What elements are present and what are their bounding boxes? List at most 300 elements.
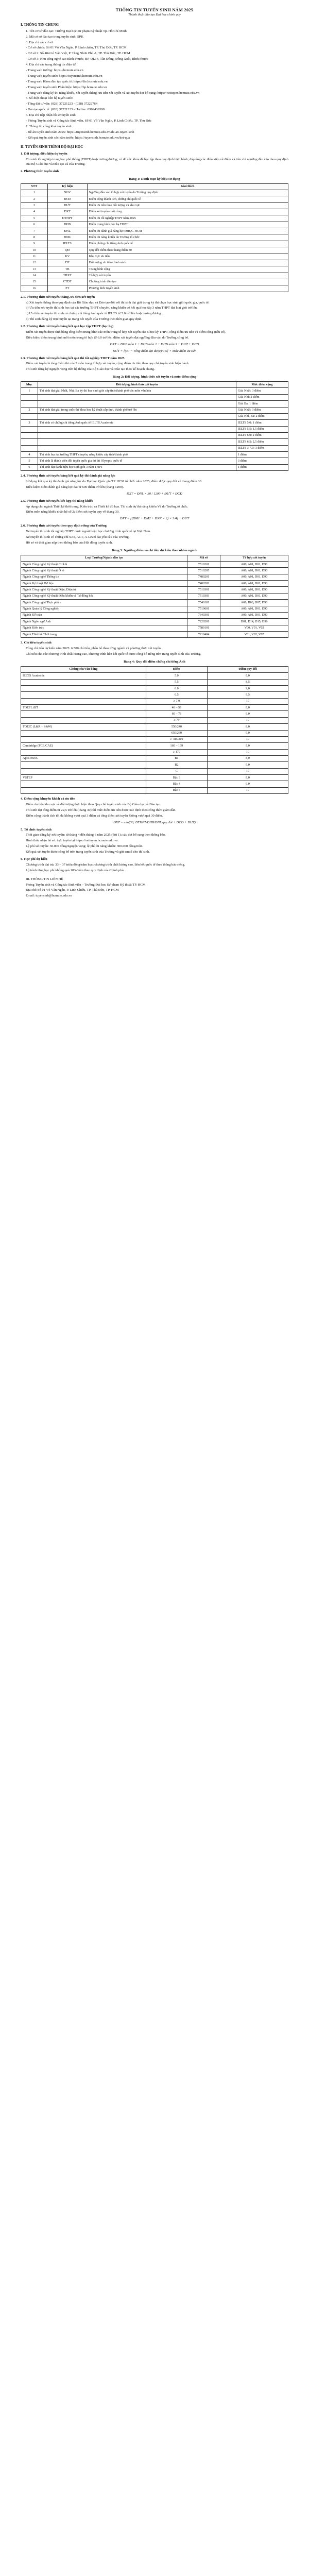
table-cell: Ngành Công nghệ Thông tin (21, 574, 187, 580)
table-cell: IELTS ≥ 7.0: 3 điểm (236, 445, 288, 451)
table-cell: Thí sinh học tại trường THPT chuyên, năng khiếu cấp tỉnh/thành phố (38, 452, 236, 458)
table-row (21, 260, 288, 266)
table-row (21, 717, 288, 723)
table-cell: Ngành Quản lý Công nghiệp (21, 606, 187, 612)
table-cell: ĐT (47, 260, 87, 266)
table-cell: Cambridge (FCE/CAE) (21, 743, 146, 749)
paragraph: Điểm môn năng khiếu nhân hệ số 2; điểm xét tuyển quy về thang 30. (26, 510, 119, 514)
info-line[interactable]: - Trang web tuyển sinh: https://tuyensinh.hcmute.edu.vn (26, 74, 102, 78)
table-cell: 8,5 (208, 679, 288, 685)
table-cell (21, 762, 146, 768)
bonus-title: 4. Điểm cộng khuyến khích và ưu tiên (21, 797, 76, 801)
table-cell: Bậc 3 (146, 775, 207, 781)
formula-final: ĐXT = min(30; ĐTHPT/ĐHB/ĐNL quy đổi + ĐCĐ + ĐƯT) (113, 820, 196, 824)
table-cell: 8 (21, 234, 48, 241)
table-cell: Trung bình cộng (87, 266, 288, 273)
paragraph[interactable]: Hình thức nhận hồ sơ: trực tuyến tại https://xettuyen.hcmute.edu.vn. (26, 839, 119, 843)
table-row (21, 420, 288, 426)
table-row (21, 711, 288, 717)
table-cell: TOEFL iBT (21, 705, 146, 711)
english-table-body (21, 673, 288, 794)
table-row (21, 755, 288, 761)
table-cell: 10 (208, 768, 288, 774)
paragraph: Điểm xét tuyển được tính bằng tổng điểm trung bình các môn trong tổ hợp xét tuyển của 6 học kỳ THPT, cộng điểm ưu tiên và điểm cộng (nếu có). (26, 330, 226, 334)
table-cell: 12 (21, 260, 48, 266)
table-row (21, 749, 288, 755)
majors-table-header (21, 555, 288, 561)
paragraph: Lệ phí xét tuyển: 30.000 đồng/nguyện vọng; lệ phí thi năng khiếu: 300.000 đồng/môn. (26, 844, 144, 849)
info-line: 7. Thông tin công khai tuyển sinh: (26, 124, 73, 128)
table-cell (21, 426, 38, 432)
tuition-paragraphs (21, 863, 288, 873)
table-cell: 3 (21, 202, 48, 209)
table-header-cell: Chứng chỉ/Văn bằng (21, 666, 146, 672)
paragraph: Tổng chỉ tiêu dự kiến năm 2025: 6.500 chỉ tiêu, phân bổ theo từng ngành và phương thức xét tuyển. (26, 647, 162, 651)
table-cell: ĐNK (47, 234, 87, 241)
method-special-paragraphs (21, 530, 288, 546)
table-cell: 8,0 (208, 705, 288, 711)
info-line: 5. Số điện thoại liên hệ tuyển sinh: (26, 96, 73, 100)
footer-line: Địa chỉ: Số 01 Võ Văn Ngân, P. Linh Chiểu, TP. Thủ Đức, TP. HCM (26, 888, 119, 892)
table-cell: 160 – 169 (146, 743, 207, 749)
table-cell: 8,0 (208, 755, 288, 761)
table-cell (21, 401, 38, 407)
table-cell: 5 (21, 458, 38, 464)
table-row (21, 426, 288, 432)
table-cell: Đối tượng ưu tiên chính sách (87, 260, 288, 266)
table-cell: Quy đổi điểm theo thang điểm 30 (87, 247, 288, 253)
table-cell: Điểm cộng thành tích, chứng chỉ quốc tế (87, 196, 288, 202)
eligibility-paragraph: Thí sinh tốt nghiệp trung học phổ thông (THPT) hoặc tương đương; có đủ sức khỏe để học tập theo quy định hiện hành; đáp ứng các điều kiện về điểm và tiêu chí ngưỡng đầu vào theo quy định của Bộ Giáo dục và Đào tạo và của Trường. (26, 157, 288, 166)
table-cell: 4 (21, 209, 48, 215)
document-page (21, 0, 288, 899)
table1-caption: Bảng 1: Danh mục ký hiệu sử dụng (129, 177, 180, 181)
table-cell: Điểm thi tốt nghiệp THPT năm 2025 (87, 215, 288, 222)
table-row (21, 273, 288, 279)
table-cell: CTĐT (47, 279, 87, 285)
table-cell: Ngành Công nghệ Kỹ thuật Ô tô (21, 568, 187, 574)
table-row (21, 228, 288, 234)
table-cell: Ngành Công nghệ Kỹ thuật Điều khiển và Tự động hóa (21, 593, 187, 599)
paragraph: d) Thí sinh đăng ký trực tuyến tại trang xét tuyển của Trường theo thời gian quy định. (26, 317, 143, 321)
majors-table (21, 555, 288, 638)
table-row (21, 568, 288, 574)
table-cell: 7510601 (187, 606, 220, 612)
table-cell: 3 điểm (236, 458, 288, 464)
table-cell: ĐCĐ (47, 196, 87, 202)
table-cell: Ngưỡng đầu vào tổ hợp xét tuyển do Trường quy định (87, 190, 288, 196)
table-cell: Thí sinh là thành viên đội tuyển quốc gia dự thi Olympic quốc tế (38, 458, 236, 464)
table-row (21, 439, 288, 445)
table-cell: IELTS Academic (21, 673, 146, 679)
table-cell: Thí sinh đạt giải trong cuộc thi khoa học kỹ thuật cấp tỉnh, thành phố trở lên (38, 407, 236, 413)
table-cell: A00, A01, D01, D90 (220, 587, 288, 593)
table-cell: 8,0 (208, 724, 288, 730)
table-cell: 10 (208, 787, 288, 793)
table-cell: Ngành Ngôn ngữ Anh (21, 619, 187, 625)
footer-line: III. THÔNG TIN LIÊN HỆ (26, 877, 63, 881)
table-cell: 6.0 (146, 686, 207, 692)
document-subtitle: Thành thực đào tạo Đại học chính quy (128, 13, 181, 17)
paragraph: Chương trình đại trà: 33 – 37 triệu đồng/năm học; chương trình chất lượng cao, liên kết quốc tế theo thông báo riêng. (26, 862, 185, 867)
table-cell: Điểm trung bình học bạ THPT (87, 222, 288, 228)
table-cell: A00, B00, D07, D90 (220, 600, 288, 606)
info-line: 6. Địa chỉ tiếp nhận hồ sơ tuyển sinh: (26, 113, 77, 117)
info-line: 2. Mã cơ sở đào tạo trong tuyển sinh: SPK (26, 35, 84, 39)
table-cell: 5.5 (146, 679, 207, 685)
table-cell: ĐHB (47, 222, 87, 228)
paragraph: Điều kiện: điểm đánh giá năng lực đạt từ 600 điểm trở lên (thang 1200). (26, 485, 124, 489)
table-cell: 9,0 (208, 743, 288, 749)
table-cell: ≥ 785/310 (146, 736, 207, 742)
table-cell: 1 (21, 388, 38, 394)
symbols-table-header (21, 183, 288, 190)
table-cell: TB (47, 266, 87, 273)
table-cell: Thí sinh có chứng chỉ tiếng Anh quốc tế IELTS Academic (38, 420, 236, 426)
table-cell: 13 (21, 266, 48, 273)
section-admission-title: II. TUYỂN SINH TRÌNH ĐỘ ĐẠI HỌC (21, 144, 83, 149)
table-cell: 7220201 (187, 619, 220, 625)
table-cell: A00, A01, D01, D90 (220, 593, 288, 599)
table-row (21, 686, 288, 692)
table-header-cell: Điểm quy đổi (208, 666, 288, 672)
paragraph: Thí sinh đạt tổng điểm từ 22,5 trở lên (thang 30) thì mức điểm ưu tiên được xác định theo công thức giảm dần. (26, 808, 177, 812)
info-line[interactable]: - Trang web Khoa đào tạo quốc tế: https://fie.hcmute.edu.vn (26, 79, 108, 83)
paragraph: Thời gian đăng ký xét tuyển: từ tháng 4 đến tháng 6 năm 2025 (đợt 1); các đợt bổ sung theo thông báo. (26, 833, 166, 837)
paragraph: Áp dụng cho ngành Thiết kế thời trang, Kiến trúc và Thiết kế đồ họa. Thí sinh dự thi năng khiếu Vẽ do Trường tổ chức. (26, 504, 188, 509)
table-row (21, 775, 288, 781)
table-cell: 10 (21, 247, 48, 253)
table-cell: 9,0 (208, 686, 288, 692)
table-cell (21, 730, 146, 736)
table-cell: 14 (21, 273, 48, 279)
table-cell (21, 711, 146, 717)
table-row (21, 679, 288, 685)
table-cell: 11 (21, 253, 48, 260)
info-line[interactable]: - Kết quả tuyển sinh các năm trước: https://tuyensinh.hcmute.edu.vn/ket-qua (26, 135, 130, 140)
table-cell: A00, A01, D01, D90 (220, 574, 288, 580)
section-general-info-title: I. THÔNG TIN CHUNG (21, 23, 59, 27)
info-line: - Đào tạo quốc tế: (028) 37221223 - Hotline: 0902439398 (26, 108, 105, 112)
table-cell: 9,0 (208, 730, 288, 736)
table-row (21, 606, 288, 612)
table-row (21, 632, 288, 638)
table-cell: Ngành Công nghệ Thực phẩm (21, 600, 187, 606)
table-cell: Phương thức tuyển sinh (87, 285, 288, 292)
info-line: - Cơ sở 3: Khu công nghệ cao Bình Phước, BP-QL14, Tân Đồng, Đồng Xoài, Bình Phước (26, 57, 148, 61)
table-row (21, 730, 288, 736)
tuition-title: 6. Học phí dự kiến (21, 857, 47, 861)
table-cell: Ngành Kiến trúc (21, 625, 187, 631)
table-cell: Thí sinh đạt danh hiệu học sinh giỏi 3 năm THPT (38, 464, 236, 470)
table-cell: IELTS (47, 241, 87, 247)
table-cell: 60 – 78 (146, 711, 207, 717)
table-row (21, 209, 288, 215)
table-cell: 1 (21, 190, 48, 196)
table-cell: 6 (21, 464, 38, 470)
table-cell: QĐ (47, 247, 87, 253)
table-cell: VSTEP (21, 775, 146, 781)
table-cell (21, 717, 146, 723)
organization-title: 5. Tổ chức tuyển sinh (21, 827, 52, 832)
table-cell: 1 điểm (236, 464, 288, 470)
table-cell (21, 445, 38, 451)
table-cell: 7580101 (187, 625, 220, 631)
table-cell: ĐƯT (47, 202, 87, 209)
table-cell: 7340301 (187, 612, 220, 618)
table-cell: 10 (208, 717, 288, 723)
document-title: THÔNG TIN TUYỂN SINH NĂM 2025 (115, 7, 194, 12)
table-header-cell: Điểm (146, 666, 207, 672)
table-cell: 6 (21, 222, 48, 228)
table-row (21, 581, 288, 587)
table-cell: 7480203 (187, 581, 220, 587)
table-header-cell: Mức điểm cộng (236, 382, 288, 388)
table-row (21, 215, 288, 222)
table-cell: IELTS 6.5: 2,5 điểm (236, 439, 288, 445)
table-cell: IELTS 6.0: 2 điểm (236, 432, 288, 438)
method-aptitude-paragraphs (21, 480, 288, 490)
table-cell: 7510301 (187, 587, 220, 593)
table-cell (21, 698, 146, 704)
table-cell: IELTS 5.5: 1,5 điểm (236, 426, 288, 432)
table-row (21, 593, 288, 599)
table-cell: 1 điểm (236, 452, 288, 458)
table-cell: A00, A01, D01, D90 (220, 568, 288, 574)
table-cell: 9,0 (208, 762, 288, 768)
table-cell: Ngành Kế toán (21, 612, 187, 618)
table-row (21, 787, 288, 793)
table-cell: 7480201 (187, 574, 220, 580)
table-row (21, 692, 288, 698)
table-cell: 9,5 (208, 692, 288, 698)
table-cell: 4 (21, 452, 38, 458)
table-cell: Giải Nhất: 3 điểm (236, 388, 288, 394)
table-row (21, 266, 288, 273)
paragraph: Điểm ưu tiên khu vực và đối tượng thực hiện theo Quy chế tuyển sinh của Bộ Giáo dục và Đào tạo. (26, 803, 161, 806)
table-cell: 7510303 (187, 593, 220, 599)
table-row (21, 736, 288, 742)
table-row (21, 388, 288, 394)
table-row (21, 253, 288, 260)
table-cell: 7210404 (187, 632, 220, 638)
table-row (21, 768, 288, 774)
table-row (21, 612, 288, 618)
table-cell: 10 (208, 736, 288, 742)
paragraph: Xét tuyển thí sinh có chứng chỉ SAT, ACT, A-Level đạt yêu cầu của Trường. (26, 535, 130, 539)
symbols-table-body (21, 190, 288, 292)
table-row (21, 724, 288, 730)
english-table-header (21, 666, 288, 672)
paragraph: Điểm cộng thành tích tối đa không vượt quá 3 điểm và tổng điểm xét tuyển không vượt quá 30 điểm. (26, 814, 163, 818)
info-line[interactable]: - Đề án tuyển sinh năm 2025: https://tuyensinh.hcmute.edu.vn/de-an-tuyen-sinh (26, 130, 134, 134)
table-cell: Thí sinh đạt giải Nhất, Nhì, Ba kỳ thi học sinh giỏi cấp tỉnh/thành phố các môn văn hóa (38, 388, 236, 394)
paragraph: Kết quả xét tuyển được công bố trên trang tuyển sinh của Trường và gửi email cho thí sinh. (26, 850, 150, 854)
table-row (21, 241, 288, 247)
table-cell (21, 679, 146, 685)
symbols-table (21, 183, 288, 292)
paragraph: Hồ sơ và thời gian nộp theo thông báo của Hội đồng tuyển sinh. (26, 540, 113, 545)
table-cell: ≥ 7.0 (146, 698, 207, 704)
table-row (21, 619, 288, 625)
table-cell: PT (47, 285, 87, 292)
table-cell: V01, V02, V07 (220, 632, 288, 638)
table-row (21, 458, 288, 464)
paragraph: Xét tuyển thí sinh tốt nghiệp THPT nước ngoài hoặc học chương trình quốc tế tại Việt Nam. (26, 530, 151, 534)
table-cell: 7540101 (187, 600, 220, 606)
table-row (21, 285, 288, 292)
table-cell: V00, V01, V02 (220, 625, 288, 631)
table-row (21, 600, 288, 606)
info-line: 3. Địa chỉ các cơ sở: (26, 40, 54, 44)
method-direct-paragraphs (21, 301, 288, 323)
table-cell: 46 – 59 (146, 705, 207, 711)
table-cell (21, 749, 146, 755)
table-cell: Giải Ba: 1 điểm (236, 401, 288, 407)
method-aptitude-title: 2.4. Phương thức xét tuyển bằng kết quả kỳ thi đánh giá năng lực (21, 474, 115, 478)
paragraph: Điều kiện: điểm trung bình mỗi môn trong tổ hợp từ 6.0 trở lên; điểm xét tuyển đạt ngưỡng đầu vào do Trường công bố. (26, 335, 189, 340)
table-row (21, 781, 288, 787)
table-cell (21, 781, 146, 787)
table-cell: Điểm xét tuyển cuối cùng (87, 209, 288, 215)
table-cell: ĐTHPT (47, 215, 87, 222)
table-cell: 5.0 (146, 673, 207, 679)
method-talent-paragraphs (21, 505, 288, 515)
table-row (21, 625, 288, 631)
bonus-points-table (21, 381, 288, 471)
formula-talent: ĐXT = [(ĐM1 + ĐM2 + ĐNK × 2) × 3/4] + ĐƯT (119, 517, 190, 521)
table-cell: A00, A01, D01, D90 (220, 581, 288, 587)
table-cell (21, 432, 38, 438)
table-row (21, 432, 288, 438)
quota-paragraphs (21, 647, 288, 657)
table-cell: ≥ 170 (146, 749, 207, 755)
info-line: - Cơ sở chính: Số 01 Võ Văn Ngân, P. Linh chiểu, TP. Thủ Đức, TP. HCM (26, 46, 127, 50)
table-cell: 550/240 (146, 724, 207, 730)
table-row (21, 762, 288, 768)
quota-title: 3. Chỉ tiêu tuyển sinh (21, 641, 52, 645)
table-cell (21, 394, 38, 400)
table-row (21, 202, 288, 209)
info-line: 4. Địa chỉ các trang thông tin điện tử: (26, 63, 77, 67)
table-row (21, 222, 288, 228)
table-cell: Giải Nhất: 3 điểm (236, 407, 288, 413)
table-cell: Ngành Công nghệ Kỹ thuật Điện, Điện tử (21, 587, 187, 593)
table-cell (38, 432, 236, 438)
table-cell: Khu vực ưu tiên (87, 253, 288, 260)
table-row (21, 705, 288, 711)
table-cell: 10 (208, 749, 288, 755)
table-cell: B2 (146, 762, 207, 768)
paragraph: b) Ưu tiên xét tuyển thí sinh học tại các trường THPT chuyên, năng khiếu có kết quả học tập 3 năm THPT đạt loại giỏi trở lên. (26, 306, 198, 310)
contact-footer (21, 877, 288, 899)
paragraph: Lộ trình tăng học phí không quá 10%/năm theo quy định của Chính phủ. (26, 868, 125, 872)
footer-line: Phòng Tuyển sinh và Công tác Sinh viên – Trường Đại học Sư phạm Kỹ thuật TP. HCM (26, 883, 146, 887)
table-cell (21, 736, 146, 742)
table-cell: A00, A01, D01, D90 (220, 612, 288, 618)
table-cell: 5 (21, 215, 48, 222)
table-cell: Ngành Công nghệ Kỹ thuật Cơ khí (21, 562, 187, 568)
footer-line: Email: tuyensinh@hcmute.edu.vn (26, 894, 72, 898)
table-cell: Điểm ưu tiên theo đối tượng và khu vực (87, 202, 288, 209)
table-cell: 7510201 (187, 562, 220, 568)
english-conversion-table (21, 666, 288, 794)
table-row (21, 445, 288, 451)
table-header-cell: Ký hiệu (47, 183, 87, 190)
table-row (21, 673, 288, 679)
table-cell (21, 686, 146, 692)
formula-transcript: ĐXT = ĐHB môn 1 + ĐHB môn 2 + ĐHB môn 3 + ĐƯT + ĐCĐ (110, 342, 199, 346)
table-header-cell: Mục (21, 382, 38, 388)
table-cell: Điểm thi năng khiếu do Trường tổ chức (87, 234, 288, 241)
table-cell (21, 692, 146, 698)
info-line[interactable]: - Trang web trường: https://hcmute.edu.vn (26, 69, 83, 73)
bonus-table-body (21, 388, 288, 471)
table-row (21, 464, 288, 470)
table-cell: 7 (21, 228, 48, 234)
table-cell (38, 401, 236, 407)
info-line[interactable]: - Trang web đăng ký thi năng khiếu, xét tuyển thẳng, ưu tiên xét tuyển và xét tuyển đợt bổ sung: https://xettuyen.hcmute.edu.vn (26, 91, 200, 95)
table-cell: 10 (208, 698, 288, 704)
method-transcript-paragraphs (21, 330, 288, 341)
method-special-title: 2.6. Phương thức xét tuyển theo quy định riêng của Trường (21, 524, 107, 528)
info-line: 1. Tên cơ sở đào tạo: Trường Đại học Sư phạm Kỹ thuật Tp. Hồ Chí Minh (26, 29, 127, 33)
table-cell: Tổ hợp xét tuyển (87, 273, 288, 279)
paragraph: c) Ưu tiên xét tuyển thí sinh có chứng chỉ tiếng Anh quốc tế IELTS từ 5.0 trở lên hoặc tương đương. (26, 312, 162, 316)
method-exam-paragraphs (21, 362, 288, 372)
table-row (21, 190, 288, 196)
section-general-info-lines (21, 29, 288, 141)
table-cell: KV (47, 253, 87, 260)
table-cell: 16 (21, 285, 48, 292)
table-cell: C (146, 768, 207, 774)
table-row (21, 407, 288, 413)
table-row (21, 401, 288, 407)
table-cell: 3 (21, 420, 38, 426)
table-cell: THXT (47, 273, 87, 279)
paragraph: Thí sinh đăng ký nguyện vọng trên hệ thống của Bộ Giáo dục và Đào tạo theo kế hoạch chung. (26, 367, 155, 371)
table-cell: 2 (21, 196, 48, 202)
info-line[interactable]: - Trang web tuyển sinh Phân hiệu: https://bp.hcmute.edu.vn (26, 85, 107, 89)
table-row (21, 196, 288, 202)
table-cell: TOEIC (L&R + S&W) (21, 724, 146, 730)
paragraph: Điểm xét tuyển là tổng điểm thi của 3 môn trong tổ hợp xét tuyển, cộng điểm ưu tiên theo quy chế tuyển sinh hiện hành. (26, 362, 190, 366)
eligibility-heading: 1. Đối tượng, điều kiện dự tuyển (21, 152, 67, 156)
table-row (21, 743, 288, 749)
table-cell: 650/260 (146, 730, 207, 736)
table-cell (38, 439, 236, 445)
table-cell: NGV (47, 190, 87, 196)
info-line: - Tổng đài tư vấn: (028) 37221223 - (028) 37222764 (26, 102, 98, 106)
table-cell: Ngành Thiết kế Thời trang (21, 632, 187, 638)
table-row (21, 587, 288, 593)
table-cell: 9,0 (208, 711, 288, 717)
table-cell: 9,0 (208, 781, 288, 787)
table-cell: Ngành Kỹ thuật Dữ liệu (21, 581, 187, 587)
table-cell (38, 426, 236, 432)
table3-caption: Bảng 3: Ngưỡng điểm và chỉ tiêu dự kiến theo nhóm ngành (112, 548, 197, 552)
table-row (21, 452, 288, 458)
table-cell: 2 (21, 407, 38, 413)
bonus-table-header (21, 382, 288, 388)
method-direct-title: 2.1. Phương thức xét tuyển thẳng, ưu tiên xét tuyển (21, 295, 95, 299)
table-header-cell: Đối tượng, hình thức xét tuyển (38, 382, 236, 388)
table-cell: 6.5 (146, 692, 207, 698)
table-cell: Điểm chứng chỉ tiếng Anh quốc tế (87, 241, 288, 247)
paragraph: Chỉ tiêu cho các chương trình chất lượng cao, chương trình liên kết quốc tế được công bố riêng trên trang tuyển sinh của Trường. (26, 652, 201, 656)
table-cell (21, 787, 146, 793)
table-cell (38, 445, 236, 451)
